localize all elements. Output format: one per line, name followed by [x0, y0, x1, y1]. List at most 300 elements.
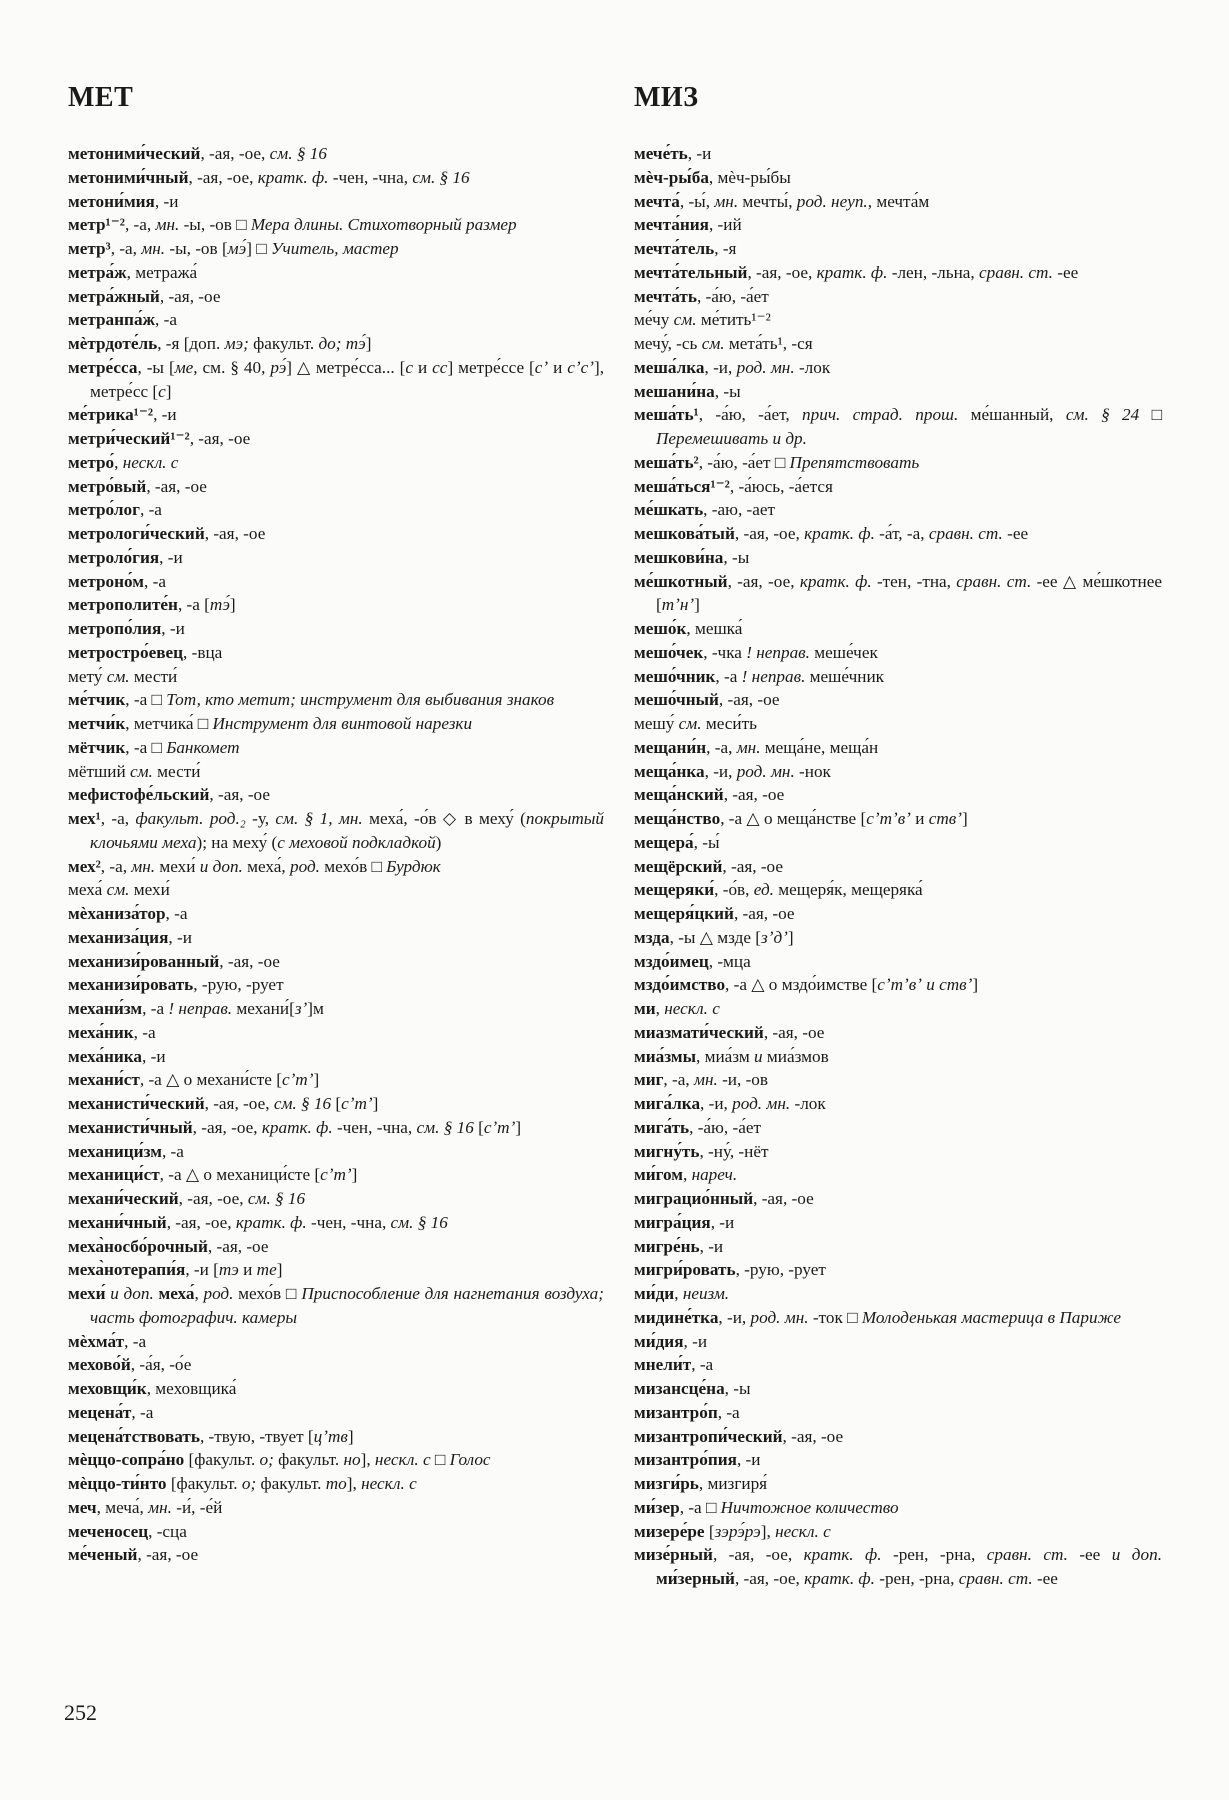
entry-text: , -ая, -ое [204, 524, 266, 543]
entry-text: , -вца [183, 642, 223, 662]
entry-text: , -ая, -ое [718, 690, 780, 710]
entry-text: , -а [124, 1331, 147, 1351]
entry-text: [ [473, 1117, 484, 1137]
dictionary-entry [68, 308, 604, 332]
entry-text: , -а [717, 1402, 740, 1422]
headword: миазмати́ческий [634, 1022, 764, 1042]
dictionary-entry [634, 926, 1162, 950]
entry-text: ] [276, 1260, 283, 1280]
dictionary-entry [634, 1282, 1162, 1306]
grammar-note: см. [129, 761, 153, 781]
entry-text: ] [372, 1094, 379, 1113]
dictionary-entry [68, 1140, 604, 1164]
entry-text: -рен, -рна, [874, 1569, 959, 1588]
dictionary-entry [68, 1448, 604, 1472]
running-head-left: МЕТ [68, 82, 134, 113]
headword: меща́нка [634, 761, 705, 781]
entry-text: , -а, [706, 737, 737, 757]
grammar-note: нескл. с [775, 1521, 831, 1541]
entry-text: миа́змов [762, 1046, 829, 1066]
entry-text: , метчика́ □ [125, 714, 213, 733]
headword: мечта́ть [634, 286, 697, 306]
headword: мига́ть [634, 1117, 690, 1137]
grammar-note: мн. [141, 239, 166, 258]
headword: мздо́имец [634, 951, 709, 971]
grammar-note: сс [432, 357, 448, 377]
entry-text: , -ы́ [693, 832, 720, 852]
dictionary-entry [68, 1258, 604, 1282]
entry-text: [факульт. [184, 1450, 260, 1470]
headword: метри́ческий¹⁻² [68, 429, 190, 448]
dictionary-entry [68, 641, 604, 665]
entry-text: -у, [245, 809, 276, 828]
entry-text: , -и [736, 1450, 761, 1470]
entry-text: , -а, [124, 215, 156, 235]
dictionary-entry [68, 1496, 604, 1520]
dictionary-entry [634, 285, 1162, 309]
grammar-note: Бурдюк [386, 856, 441, 876]
dictionary-entry [634, 617, 1162, 641]
entry-text: , меча́, [96, 1497, 149, 1517]
dictionary-entry [68, 997, 604, 1021]
dictionary-entry [634, 522, 1162, 546]
entry-text: , -ая, -ое, [178, 1189, 248, 1208]
entry-text: , -ы △ мзде [ [669, 927, 762, 947]
entry-text: -ток □ [808, 1307, 862, 1327]
entry-text: , -а [139, 500, 162, 520]
entry-text: ] [165, 381, 172, 401]
headword: мешо́чек [634, 642, 704, 662]
headword: механици́зм [68, 1141, 162, 1161]
entry-text: и [413, 357, 433, 377]
grammar-note: см. § 24 [1065, 405, 1140, 425]
grammar-note: ! неправ. [168, 999, 233, 1018]
dictionary-entry [68, 570, 604, 594]
headword: метростро́евец [68, 642, 184, 662]
grammar-note: сʼтʼ [281, 1070, 314, 1090]
headword: миг [634, 1070, 664, 1090]
grammar-note: сʼтʼвʼ [866, 809, 911, 828]
dictionary-entry [68, 356, 604, 404]
entry-text: -рен, -рна, [881, 1545, 987, 1565]
headword: мизере́ре [634, 1521, 705, 1541]
grammar-note: род. [203, 1284, 234, 1303]
entry-text: , -и, [700, 1094, 733, 1113]
dictionary-entry [68, 593, 604, 617]
grammar-note: мэ; [224, 334, 249, 353]
headword: метоними́ческий [68, 144, 201, 163]
headword: мѐццо-сопра́но [68, 1450, 185, 1470]
entry-text: , -ы [723, 547, 750, 567]
grammar-note: род. [290, 856, 320, 876]
headword: мещера́ [634, 832, 694, 852]
entry-text: , мизгиря́ [698, 1474, 768, 1493]
headword: механисти́чный [68, 1117, 193, 1137]
grammar-note: до; тэ́ [318, 334, 366, 353]
grammar-note: род. мн. [732, 1094, 791, 1113]
dictionary-entry [68, 712, 604, 736]
grammar-note: ме, [174, 357, 198, 377]
headword: метр³ [68, 239, 111, 258]
grammar-note: род. неуп. [796, 191, 868, 211]
dictionary-entry [634, 950, 1162, 974]
dictionary-entry [68, 427, 604, 451]
headword: меха̀нотерапи́я [68, 1260, 186, 1280]
grammar-note: сравн. ст. [956, 571, 1032, 591]
entry-text: , -а △ о меща́нстве [ [720, 809, 867, 828]
dictionary-entry [634, 878, 1162, 902]
entry-text: , -ая, -ое [219, 951, 280, 971]
grammar-note: кратк. ф. [803, 1545, 882, 1565]
headword: мещеря́цкий [634, 904, 734, 923]
entry-text: [факульт. [166, 1474, 242, 1493]
headword: механи́ст [68, 1070, 140, 1090]
grammar-note: Инструмент для винтовой нарезки [212, 714, 473, 733]
dictionary-entry [634, 1116, 1162, 1140]
entry-text: , -и, [704, 761, 737, 781]
headword: мѐццо-ти́нто [68, 1474, 167, 1493]
dictionary-entry [634, 451, 1162, 475]
headword: миграцио́нный [634, 1189, 754, 1208]
dictionary-entry [634, 498, 1162, 522]
entry-text: , -а △ о механи́сте [ [139, 1070, 282, 1090]
entry-text: меси́ть [701, 714, 757, 733]
grammar-note: о; [259, 1450, 274, 1470]
dictionary-entry [634, 1021, 1162, 1045]
entry-text: , -ий [708, 215, 742, 235]
entry-text: , -а △ о мздо́имстве [ [725, 975, 878, 995]
entry-text: -ее [1052, 262, 1079, 282]
dictionary-entry [68, 522, 604, 546]
entry-text: ); на меху́ ( [196, 832, 278, 852]
dictionary-entry [634, 1401, 1162, 1425]
grammar-note: ед. [753, 880, 774, 900]
entry-text: ] [787, 927, 794, 947]
grammar-note: род. мн. [736, 761, 795, 781]
dictionary-entry [634, 665, 1162, 689]
dictionary-entry [634, 237, 1162, 261]
entry-text: , -а [133, 1022, 156, 1042]
entry-text: ) [435, 832, 442, 852]
entry-text: , [682, 1165, 692, 1185]
dictionary-entry [68, 285, 604, 309]
entry-text: , -ы [ [137, 357, 175, 377]
entry-text: факульт. [273, 1450, 344, 1470]
dictionary-entry [68, 855, 604, 879]
grammar-note: сʼ [534, 357, 549, 377]
dictionary-entry [634, 1543, 1162, 1591]
headword: меша́ть¹ [634, 405, 699, 425]
grammar-note: но [343, 1450, 361, 1470]
dictionary-entry [68, 166, 604, 190]
entry-text: -ее [1032, 1569, 1058, 1588]
headword: метропо́лия [68, 619, 162, 638]
entry-text: , -ая, -ое, [747, 262, 817, 282]
grammar-note: сравн. ст. [979, 262, 1053, 282]
grammar-note: рэ́ [270, 357, 287, 377]
grammar-note: и доп. [110, 1284, 154, 1303]
entry-text: , -а [142, 999, 169, 1018]
entry-text: мётший [68, 761, 130, 781]
dictionary-entry [68, 783, 604, 807]
entry-text: ], метре́сс [ [90, 357, 605, 401]
grammar-note: сравн. ст. [958, 1569, 1033, 1588]
grammar-note: см. [701, 334, 725, 353]
entry-text: ]м [307, 999, 324, 1018]
dictionary-entry [68, 546, 604, 570]
headword: меша́ть² [634, 452, 699, 472]
headword: мизантро́п [634, 1402, 718, 1422]
entry-text: мета́ть¹, -ся [724, 334, 813, 353]
entry-text: -ы, -ов [ [165, 239, 228, 258]
grammar-note: зʼдʼ [761, 927, 788, 947]
headword: мещеряки́ [634, 880, 715, 900]
dictionary-entry [68, 142, 604, 166]
dictionary-entry [634, 1425, 1162, 1449]
entry-text: , -и [153, 405, 177, 425]
entry-text: , -чка [703, 642, 747, 662]
entry-text: , -а́ю, -а́ет, [698, 405, 803, 425]
headword: ме́шкотный [634, 571, 728, 591]
entry-text: , [655, 999, 665, 1018]
headword: меха́ника [68, 1046, 142, 1066]
entry-text: меха́, [242, 856, 291, 876]
entry-text: факульт. [256, 1474, 326, 1493]
grammar-note: мн. [736, 737, 761, 757]
dictionary-entry [634, 475, 1162, 499]
grammar-note: кратк. ф. [804, 524, 875, 543]
entry-text: мещеря́к, мещеряка́ [773, 880, 923, 900]
grammar-note: ! неправ. [741, 666, 806, 686]
entry-text: ] △ метре́сса... [ [286, 357, 406, 377]
headword: метро́лог [68, 500, 140, 520]
grammar-note: Банкомет [166, 737, 240, 757]
grammar-note: тэ [218, 1260, 239, 1280]
grammar-note: зʼ [294, 999, 308, 1018]
entry-text: мести́ [129, 666, 178, 686]
entry-text: -тен, -тна, [871, 571, 957, 591]
headword: мигри́ровать [634, 1260, 736, 1280]
entry-text: , -рую, -рует [735, 1260, 826, 1280]
entry-text: , -ая, -ое, [204, 1094, 274, 1113]
entry-text: -ее [1067, 1545, 1112, 1565]
dictionary-entry [68, 1045, 604, 1069]
headword: мехово́й [68, 1355, 131, 1375]
entry-text: ме́шанный, [958, 405, 1066, 425]
entry-text: -и, -ов [717, 1070, 769, 1090]
dictionary-entry [634, 1211, 1162, 1235]
entry-text: , меховщика́ [146, 1379, 237, 1398]
headword: меша́ться¹⁻² [634, 476, 730, 496]
headword: метр¹⁻² [68, 215, 125, 235]
entry-text: , -а △ о механици́сте [ [159, 1165, 321, 1185]
headword: мётчик [68, 737, 126, 757]
grammar-note: Препятствовать [789, 452, 920, 472]
dictionary-entry [68, 1211, 604, 1235]
grammar-note: см. [673, 310, 697, 330]
headword: меща́нский [634, 785, 724, 805]
dictionary-entry [634, 973, 1162, 997]
dictionary-entry [634, 1306, 1162, 1330]
grammar-note: неизм. [682, 1284, 730, 1303]
headword: ми́зерный [656, 1569, 735, 1588]
grammar-note: кратк. ф. [799, 571, 872, 591]
dictionary-entry [68, 1543, 604, 1567]
entry-text: -ы, -ов □ [179, 215, 251, 235]
headword: мешани́на [634, 381, 715, 401]
entry-text: , [114, 452, 123, 472]
headword: ми [634, 999, 656, 1018]
entry-text: , -а [161, 1141, 184, 1161]
headword: мече́ть [634, 144, 688, 163]
entry-text: -ее △ ме́шкотнее [ [656, 571, 1162, 615]
entry-text: , -а́ю, -а́ет [689, 1117, 761, 1137]
grammar-note: см. § 1, мн. [275, 809, 363, 828]
grammar-note: сʼсʼ [567, 357, 595, 377]
entry-text: меше́чник [805, 666, 885, 686]
grammar-note: род. мн. [750, 1307, 809, 1327]
entry-text: □ [1139, 405, 1162, 425]
dictionary-entry [68, 1021, 604, 1045]
grammar-note: мн. [693, 1070, 718, 1090]
entry-text: , -и [161, 619, 185, 638]
entry-text: ] [351, 1165, 358, 1185]
headword: мѐч-ры́ба [634, 167, 709, 187]
entry-text: , -и, [718, 1307, 751, 1327]
headword: мидине́тка [634, 1307, 719, 1327]
dictionary-entry [634, 142, 1162, 166]
dictionary-entry [634, 1092, 1162, 1116]
entry-text: [ [331, 1094, 342, 1113]
grammar-note: см. § 16 [412, 167, 470, 187]
entry-text: ] метре́ссе [ [447, 357, 535, 377]
entry-text: , -а [155, 310, 177, 330]
headword: мизантропи́ческий [634, 1426, 783, 1446]
entry-text: и [238, 1260, 257, 1280]
grammar-note: нескл. с [664, 999, 720, 1018]
headword: метрологи́ческий [68, 524, 205, 543]
grammar-note: сʼтʼвʼ и ствʼ [877, 975, 973, 995]
entry-text: мехи́ [155, 856, 200, 876]
headword: ми́дия [634, 1331, 684, 1351]
dictionary-entry [68, 403, 604, 427]
entry-text: , -ая, -ое [137, 1545, 199, 1565]
headword: мещёрский [634, 856, 723, 876]
grammar-note: и [754, 1046, 763, 1066]
left-column [68, 142, 604, 1567]
headword: меченосец [68, 1521, 149, 1541]
dictionary-entry [68, 213, 604, 237]
entry-text: , -ая, -ое, [188, 167, 258, 187]
headword: метоними́чный [68, 167, 189, 187]
grammar-note: нескл. с [122, 452, 179, 472]
dictionary-entry [634, 1258, 1162, 1282]
headword: ме́тчик [68, 690, 126, 710]
grammar-note: сравн. ст. [986, 1545, 1068, 1565]
entry-text: , -ая, -ое, [712, 1545, 804, 1565]
headword: механизи́ровать [68, 975, 194, 995]
dictionary-entry [634, 1377, 1162, 1401]
entry-text: , -ы [724, 1379, 751, 1398]
dictionary-entry [634, 1163, 1162, 1187]
headword: мех¹ [68, 809, 101, 828]
headword: метроло́гия [68, 547, 160, 567]
entry-text: , -а [144, 571, 166, 591]
headword: метроно́м [68, 571, 145, 591]
dictionary-entry [68, 665, 604, 689]
dictionary-entry [634, 688, 1162, 712]
entry-text: ] [229, 595, 236, 615]
dictionary-entry [634, 1045, 1162, 1069]
dictionary-entry [68, 1116, 604, 1140]
entry-text: мехо́в □ [233, 1284, 302, 1303]
grammar-note: Перемешивать и др. [656, 429, 807, 448]
dictionary-entry [634, 1472, 1162, 1496]
entry-text: , -и [683, 1331, 708, 1351]
headword: мизантро́пия [634, 1450, 737, 1470]
dictionary-entry [634, 783, 1162, 807]
entry-text: ], [760, 1521, 776, 1541]
dictionary-entry [634, 190, 1162, 214]
entry-text: ] [961, 809, 968, 828]
entry-text: ] [365, 334, 372, 353]
entry-text: мешу́ [634, 714, 679, 733]
entry-text: , -а, [100, 856, 132, 876]
grammar-note: с [158, 381, 166, 401]
dictionary-entry [634, 261, 1162, 285]
headword: мигре́нь [634, 1236, 700, 1256]
headword: мнели́т [634, 1355, 692, 1375]
entry-text: , -а [165, 904, 188, 923]
dictionary-entry [634, 1496, 1162, 1520]
headword: мѐханиза́тор [68, 904, 166, 923]
grammar-note: мэ́ [227, 239, 247, 258]
grammar-note: покрытый клочьями меха [90, 809, 604, 852]
dictionary-entry [68, 878, 604, 902]
dictionary-entry [634, 1520, 1162, 1544]
dictionary-entry [634, 997, 1162, 1021]
headword: меховщи́к [68, 1379, 147, 1398]
entry-text: -лен, -льна, [887, 262, 979, 282]
entry-text: , -и [699, 1236, 724, 1256]
headword: метро́ [68, 452, 115, 472]
entry-text: , -а □ [125, 737, 167, 757]
dictionary-entry [68, 902, 604, 926]
entry-text: , -а́ю, -а́ет □ [698, 452, 790, 472]
dictionary-entry [68, 1163, 604, 1187]
dictionary-entry [68, 261, 604, 285]
grammar-note: сʼтʼ [341, 1094, 373, 1113]
headword: мига́лка [634, 1094, 701, 1113]
grammar-note: см. § 16 [416, 1117, 474, 1137]
grammar-note: с меховой подкладкой [277, 832, 436, 852]
grammar-note: см. § 16 [390, 1212, 448, 1232]
headword: мешкови́на [634, 547, 724, 567]
headword: метра́жный [68, 286, 160, 306]
entry-text: мету́ [68, 666, 107, 686]
headword: механи́чный [68, 1212, 167, 1232]
grammar-note: сравн. ст. [928, 524, 1003, 543]
entry-text: , -а́ю, -а́ет [696, 286, 769, 306]
entry-text: , -ая, -ое, [727, 571, 800, 591]
entry-text: ] [313, 1070, 320, 1090]
headword: метра́ж [68, 262, 127, 282]
headword: мешо́чный [634, 690, 719, 710]
dictionary-entry [634, 380, 1162, 404]
entry-text: , -ая, -ое, [200, 144, 270, 163]
entry-text: , -ая, -ое [733, 904, 795, 923]
headword: мѐтрдоте́ль [68, 334, 158, 353]
